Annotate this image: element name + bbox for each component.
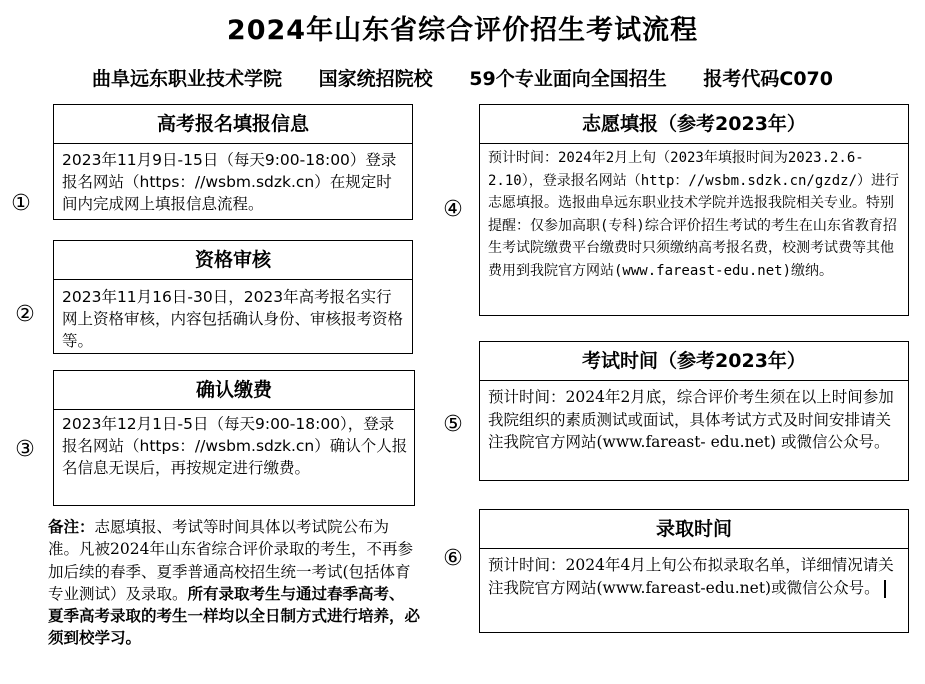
step-3-body: 2023年12月1日-5日（每天9:00-18:00），登录报名网站（https：//wsbm.sdzk.cn）确认个人报名信息无误后，再按规定进行缴费。 (62, 415, 408, 477)
step-6-body (488, 554, 902, 599)
step-2-body: 2023年11月16日-30日，2023年高考报名实行网上资格审核，内容包括确认身份、审核报考资格等。 (62, 288, 404, 350)
page-title: 2024年山东省综合评价招生考试流程 (226, 15, 699, 46)
note-block (48, 516, 420, 650)
majors-info: 59个专业面向全国招生 (469, 68, 667, 90)
step-3-number: ③ (15, 437, 35, 462)
note-label: 备注： (48, 517, 95, 536)
text-cursor (884, 580, 886, 598)
step-5-body: 预计时间：2024年2月底，综合评价考生须在以上时间参加我院组织的素质测试或面试，具体考试方式及时间安排请关注我院官方网站(www.fareast- edu.net) 或微信公众号。 (488, 388, 894, 451)
step-4-title: 志愿填报（参考2023年） (480, 105, 908, 144)
step-4-box (479, 104, 909, 316)
note-text: 志愿填报、考试等时间具体以考试院公布为准。凡被2024年山东省综合评价录取的考生，不再参加后续的春季、夏季普通高校招生统一考试(包括体育专业测试）及录取。 (48, 518, 413, 603)
step-6-number: ⑥ (443, 546, 463, 571)
step-2-title: 资格审核 (54, 241, 412, 280)
application-code: 报考代码C070 (703, 68, 833, 90)
school-name: 曲阜远东职业技术学院 (92, 68, 283, 90)
step-6-body-text: 预计时间：2024年4月上旬公布拟录取名单，详细情况请关注我院官方网站(www.fareast-edu.net)或微信公众号。 (488, 556, 894, 597)
page-subtitle (0, 64, 925, 91)
step-4-number: ④ (443, 197, 463, 222)
step-2-number: ② (15, 302, 35, 327)
step-2-box (53, 240, 413, 354)
step-4-body: 预计时间：2024年2月上旬（2023年填报时间为2023.2.6-2.10），登录报名网站（http：//wsbm.sdzk.cn/gzdz/）进行志愿填报。选报曲阜远东职业技术学院并选报我院相关专业。特别提醒：仅参加高职(专科)综合评价招生考试的考生在山东省教育招生考试院缴费平台缴费时只须缴纳高考报名费，校测考试费等其他费用到我院官方网站(www.fareast-edu.net)缴纳。 (488, 150, 900, 279)
note-bold-text: 所有录取考生与通过春季高考、夏季高考录取的考生一样均以全日制方式进行培养，必须到校学习。 (48, 583, 421, 648)
step-5-number: ⑤ (443, 412, 463, 437)
school-type: 国家统招院校 (318, 68, 433, 90)
step-5-title: 考试时间（参考2023年） (480, 342, 908, 381)
step-3-box (53, 370, 415, 506)
step-3-title: 确认缴费 (54, 371, 414, 410)
step-1-number: ① (11, 191, 31, 216)
step-6-box (479, 509, 909, 633)
step-1-box (53, 104, 413, 220)
step-5-box (479, 341, 909, 481)
step-1-title: 高考报名填报信息 (54, 105, 412, 144)
step-1-body: 2023年11月9日-15日（每天9:00-18:00）登录报名网站（https：//wsbm.sdzk.cn）在规定时间内完成网上填报信息流程。 (62, 151, 397, 213)
step-6-title: 录取时间 (480, 510, 908, 549)
